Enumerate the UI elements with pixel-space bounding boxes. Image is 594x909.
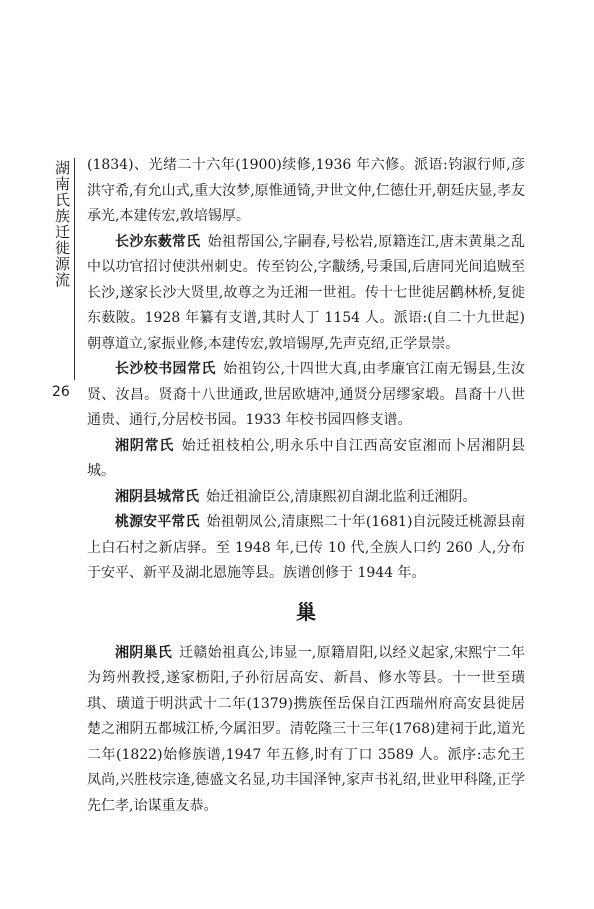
page-number: 26: [52, 384, 70, 400]
clan-heading: 桃源安平常氏: [115, 514, 200, 530]
paragraph: [87, 434, 525, 485]
section-heading: 巢: [296, 599, 316, 624]
side-running-title: 湖南氏族迁徙源流: [53, 160, 71, 288]
paragraph: [87, 641, 525, 820]
paragraph-text: 始祖朝凤公,清康熙二十年(1681)自沅陵迁桃源县南上白石村之新店驿。至 1948 年,已传 10 代,全族人口约 260 人,分布于安平、新平及湖北恩施等县。族谱创修于 1944 年。: [87, 514, 525, 581]
paragraph: [87, 510, 525, 587]
paragraph: [87, 230, 525, 358]
paragraph-text: 始祖钧公,十四世大真,由孝廉官江南无锡县,生汝贤、汝昌。贤裔十八世通政,世居欧塘冲,通贤分居缪家塅。昌裔十八世通贵、通行,分居校书园。1933 年校书园四修支谱。: [87, 361, 525, 428]
clan-heading: 湘阴县城常氏: [115, 488, 199, 505]
paragraph-text: (1834)、光绪二十六年(1900)续修,1936 年六修。派语:钧淑行师,彦洪守希,有允山式,重大汝梦,原惟通锜,尹世文仲,仁德仕开,朝廷庆显,孝友承光,本建传宏,敦培锡厚。: [87, 157, 525, 224]
clan-heading: 湘阴常氏: [115, 437, 174, 454]
side-divider: [74, 158, 75, 380]
paragraph-text: 迁赣始祖真公,讳显一,原籍眉阳,以经义起家,宋熙宁二年为筠州教授,遂家枥阳,子孙衍居高安、新昌、修水等县。十一世至璜琪、璜道于明洪武十二年(1379)携族侄岳保自江西瑞州府高安县徙居楚之湘阴五都城江桥,今属汨罗。清乾隆三十三年(1768)建祠于此,道光二年(1822)始修族谱,1947 年五修,时有丁口 3589 人。派序:志允王凤尚,兴胜枝宗逢,德盛文名显,功丰国泽钟,家声书礼绍,世业甲科隆,正学先仁孝,诒谋重友恭。: [87, 644, 525, 814]
paragraph-text: 始迁祖渝臣公,清康熙初自湖北监利迁湘阴。: [206, 488, 477, 505]
paragraph: [87, 485, 525, 511]
paragraph-text: 始迁祖枝柏公,明永乐中自江西高安宦湘而卜居湘阴县城。: [87, 437, 525, 479]
clan-heading: 长沙校书园常氏: [115, 361, 216, 377]
clan-heading: 湘阴巢氏: [115, 644, 172, 661]
paragraph: [87, 153, 525, 230]
paragraph-text: 始祖帮国公,字嗣春,号松岩,原籍连江,唐末黄巢之乱中以功官招讨使洪州刺史。传至钧公,字黻绣,号秉国,后唐同光间追贼至长沙,遂家长沙大贤里,故尊之为迁湘一世祖。传十七世徙居鹳林桥,复徙东薮陂。1928 年纂有支谱,其时人丁 1154 人。派语:(自二十九世起)朝尊道立,家振业修,本建传宏,敦培锡厚,先声克绍,正学景崇。: [87, 233, 526, 352]
body-text: [87, 153, 525, 819]
clan-heading: 长沙东薮常氏: [115, 233, 201, 250]
paragraph: [87, 357, 525, 434]
